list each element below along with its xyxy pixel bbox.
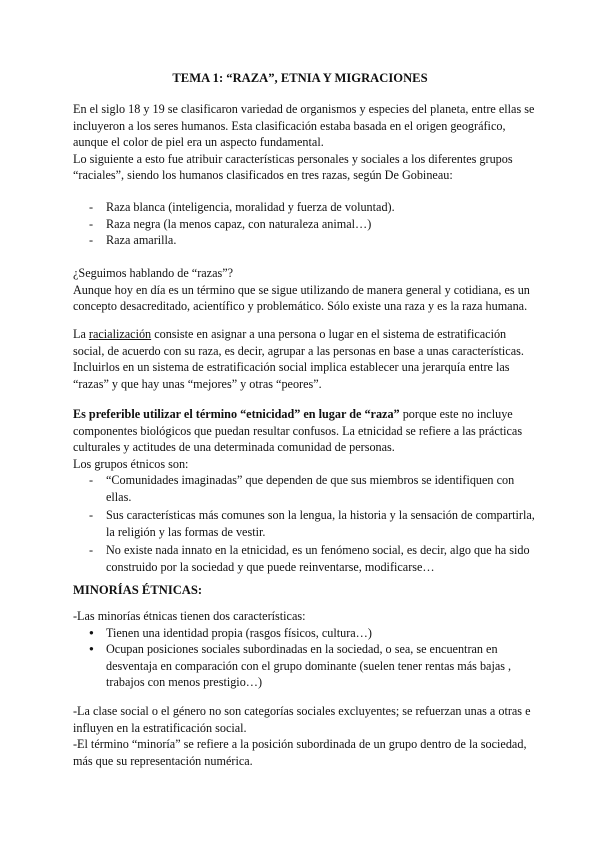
question-answer: Aunque hoy en día es un término que se sigue utilizando de manera general y cotidiana, es un concepto desacreditado, acientífico y problemático. Sólo existe una raza y es la raza humana. [73, 282, 530, 313]
page-title: TEMA 1: “RAZA”, ETNIA Y MIGRACIONES [172, 71, 428, 85]
racializacion-term: racialización [88, 327, 152, 341]
question-heading: ¿Seguimos hablando de “razas”? [73, 266, 234, 280]
question-section [73, 265, 535, 315]
etnicidad-paragraph [73, 406, 535, 456]
races-list [73, 199, 535, 249]
list-item: - Raza amarilla. [73, 232, 535, 249]
list-item: - “Comunidades imaginadas” que dependen de que sus miembros se identifiquen con ellas. [73, 472, 535, 505]
racializacion-text: consiste en asignar a una persona o lugar en el sistema de estratificación social, de acuerdo con su raza, es decir, agrupar a las personas en base a unas características. Incluirlos en un sistema de estratificación social implica establecer una jerarquía entre las “razas” y que hay unas “mejores” y otras “peores”. [73, 327, 524, 391]
etnicidad-section [73, 406, 535, 575]
list-item: ● Ocupan posiciones sociales subordinadas en la sociedad, o sea, se encuentran en desventaja en comparación con el grupo dominante (suelen tener rentas más bajas , trabajos con menos prestigio…) [73, 641, 535, 691]
list-item: - Raza blanca (inteligencia, moralidad y fuerza de voluntad). [73, 199, 535, 216]
list-item: - Sus características más comunes son la lengua, la historia y la sensación de compartirla, la religión y las formas de vestir. [73, 507, 535, 540]
etnicidad-bold-statement: Es preferible utilizar el término “etnicidad” en lugar de “raza” [73, 407, 400, 421]
minorias-intro: -Las minorías étnicas tienen dos características: [73, 609, 306, 623]
intro-paragraph-2: Lo siguiente a esto fue atribuir características personales y sociales a los diferentes grupos “raciales”, siendo los humanos clasificados en tres razas, según De Gobineau: [73, 151, 513, 182]
minorias-paragraph-1: -La clase social o el género no son categorías sociales excluyentes; se refuerzan unas a otras e influyen en la estratificación social. [73, 704, 531, 735]
minorias-section [73, 608, 535, 691]
etnicidad-text: porque este no incluye componentes biológicos que puedan resultar confusos. La etnicidad se refiere a las prácticas culturales y actitudes de una determinada comunidad de personas. [73, 407, 523, 454]
minorias-paragraph-2: -El término “minoría” se refiere a la posición subordinada de un grupo dentro de la sociedad, más que su representación numérica. [73, 737, 527, 768]
minorias-bullets [73, 625, 535, 691]
list-item: ● Tienen una identidad propia (rasgos físicos, cultura…) [73, 625, 535, 642]
list-item: - No existe nada innato en la etnicidad, es un fenómeno social, es decir, algo que ha sido construido por la sociedad y que puede reinventarse, modificarse… [73, 542, 535, 575]
intro-paragraph-1: En el siglo 18 y 19 se clasificaron variedad de organismos y especies del planeta, entre ellas se incluyeron a los seres humanos. Esta clasificación estaba basada en el origen geográfico, aunque el color de piel era un aspecto fundamental. [73, 102, 535, 149]
minorias-notes [73, 703, 535, 769]
minorias-heading: MINORÍAS ÉTNICAS: [73, 583, 203, 597]
ethnic-groups-intro: Los grupos étnicos son: [73, 456, 189, 471]
races-list-section [73, 199, 535, 249]
racializacion-prefix: La [73, 327, 89, 341]
list-item: - Raza negra (la menos capaz, con naturaleza animal…) [73, 216, 535, 233]
racializacion-section [73, 326, 535, 392]
intro-section [73, 101, 535, 184]
ethnic-groups-list [73, 472, 535, 575]
racializacion-paragraph [73, 326, 535, 392]
